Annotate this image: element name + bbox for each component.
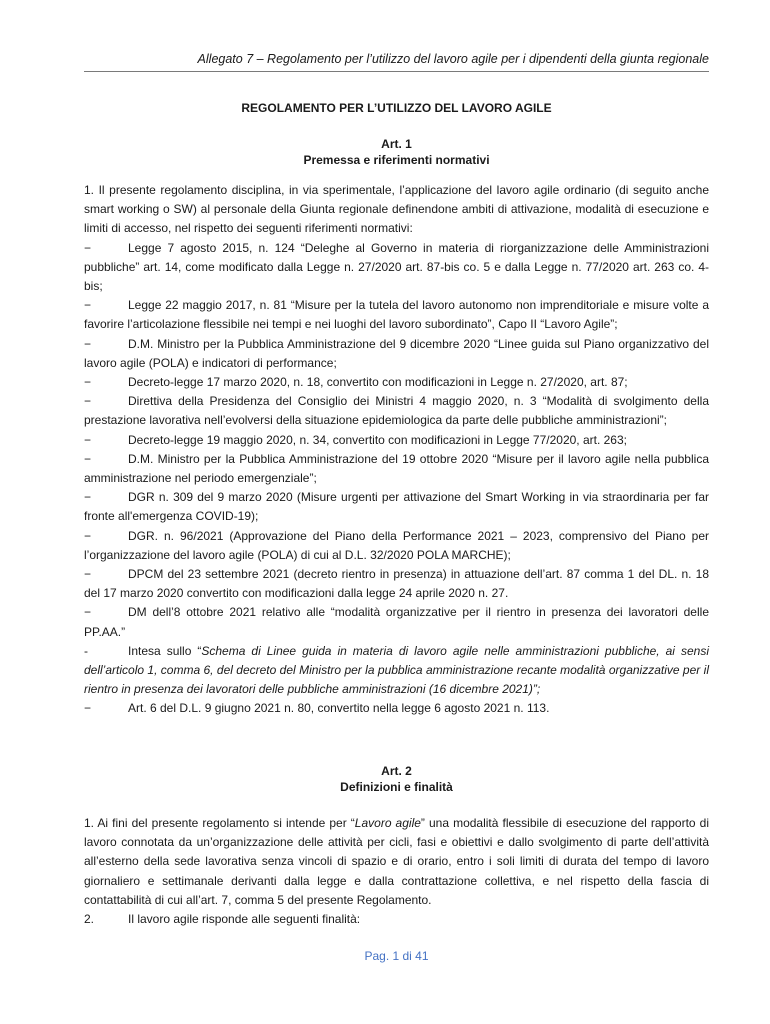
ref-item: − D.M. Ministro per la Pubblica Amministrazione del 19 ottobre 2020 “Misure per il lavoro agile nella pubblica amministrazione nel periodo emergenziale”; <box>84 451 709 486</box>
ref-item: − Decreto-legge 19 maggio 2020, n. 34, convertito con modificazioni in Legge 77/2020, art. 263; <box>84 432 627 447</box>
art1-heading: Premessa e riferimenti normativi <box>303 153 490 167</box>
ref-item-intesa: - Intesa sullo “Schema di Linee guida in materia di lavoro agile nelle amministrazioni pubbliche, ai sensi dell’articolo 1, comma 6, del decreto del Ministro per la pubblica amministrazione recante modalità organizzative per il rientro in presenza dei lavoratori delle pubbliche amministrazioni (16 dicembre 2021)”; <box>84 643 709 697</box>
ref-item: − D.M. Ministro per la Pubblica Amministrazione del 9 dicembre 2020 “Linee guida sul Piano organizzativo del lavoro agile (POLA) e indicatori di performance; <box>84 336 709 370</box>
ref-item: − DPCM del 23 settembre 2021 (decreto rientro in presenza) in attuazione dell’art. 87 comma 1 del DL. n. 18 del 17 marzo 2020 convertito con modificazioni dalla legge 24 aprile 2020 n. 27. <box>84 567 709 601</box>
header-divider <box>84 71 709 72</box>
ref-item: − Legge 22 maggio 2017, n. 81 “Misure per la tutela del lavoro autonomo non imprenditoriale e misure volte a favorire l’articolazione flessibile nei tempi e nei luoghi del lavoro subordinato”, Capo II “Lavoro Agile”; <box>84 298 709 332</box>
ref-item: − DM dell’8 ottobre 2021 relativo alle “modalità organizzative per il rientro in presenza dei lavoratori delle PP.AA.” <box>84 605 709 639</box>
ref-item: − Art. 6 del D.L. 9 giugno 2021 n. 80, convertito nella legge 6 agosto 2021 n. 113. <box>84 701 550 716</box>
art2-body <box>84 814 709 929</box>
art1-intro: 1. Il presente regolamento disciplina, in via sperimentale, l’applicazione del lavoro agile ordinario (di seguito anche smart working o SW) al personale della Giunta regionale definendone ambiti di attivazione, modalità di esecuzione e limiti di accesso, nel rispetto dei seguenti riferimenti normativi: <box>84 183 709 236</box>
art1-body <box>84 181 709 719</box>
ref-item: − Direttiva della Presidenza del Consiglio dei Ministri 4 maggio 2020, n. 3 “Modalità di svolgimento della prestazione lavorativa nell’evolversi della situazione epidemiologica da parte delle pubbliche amministrazioni”; <box>84 394 709 428</box>
art2-paragraph-1: 1. Ai fini del presente regolamento si intende per “Lavoro agile” una modalità flessibile di esecuzione del rapporto di lavoro connotata da un’organizzazione delle attività per cicli, fasi e obiettivi e dallo svolgimento di parte dell’attività all’esterno della sede lavorativa senza vincoli di spazio e di orario, entro i soli limiti di durata del tempo di lavoro giornaliero e settimanale derivanti dalla legge e dalla contrattazione collettiva, e nel rispetto della fascia di contattabilità di cui all’art. 7, comma 5 del presente Regolamento. <box>84 816 709 907</box>
art2-number: Art. 2 <box>381 764 412 778</box>
page-header: Allegato 7 – Regolamento per l’utilizzo del lavoro agile per i dipendenti della giunta regionale <box>197 52 709 66</box>
ref-item: − DGR. n. 96/2021 (Approvazione del Piano della Performance 2021 – 2023, comprensivo del Piano per l’organizzazione del lavoro agile (POLA) di cui al D.L. 32/2020 POLA MARCHE); <box>84 528 709 562</box>
ref-item: − Decreto-legge 17 marzo 2020, n. 18, convertito con modificazioni in Legge n. 27/2020, art. 87; <box>84 375 628 390</box>
art2-paragraph-2: 2. Il lavoro agile risponde alle seguenti finalità: <box>84 912 361 927</box>
art2-heading: Definizioni e finalità <box>340 780 453 794</box>
ref-item: − DGR n. 309 del 9 marzo 2020 (Misure urgenti per attivazione del Smart Working in via straordinaria per far fronte all'emergenza COVID-19); <box>84 490 709 524</box>
ref-item: − Legge 7 agosto 2015, n. 124 “Deleghe al Governo in materia di riorganizzazione delle Amministrazioni pubbliche” art. 14, come modificato dalla Legge n. 27/2020 art. 87-bis co. 5 e dalla Legge n. 77/2020 art. 263 co. 4-bis; <box>84 240 709 294</box>
art1-number: Art. 1 <box>381 137 412 151</box>
document-title: REGOLAMENTO PER L’UTILIZZO DEL LAVORO AGILE <box>241 101 552 115</box>
page-number: Pag. 1 di 41 <box>364 949 429 963</box>
